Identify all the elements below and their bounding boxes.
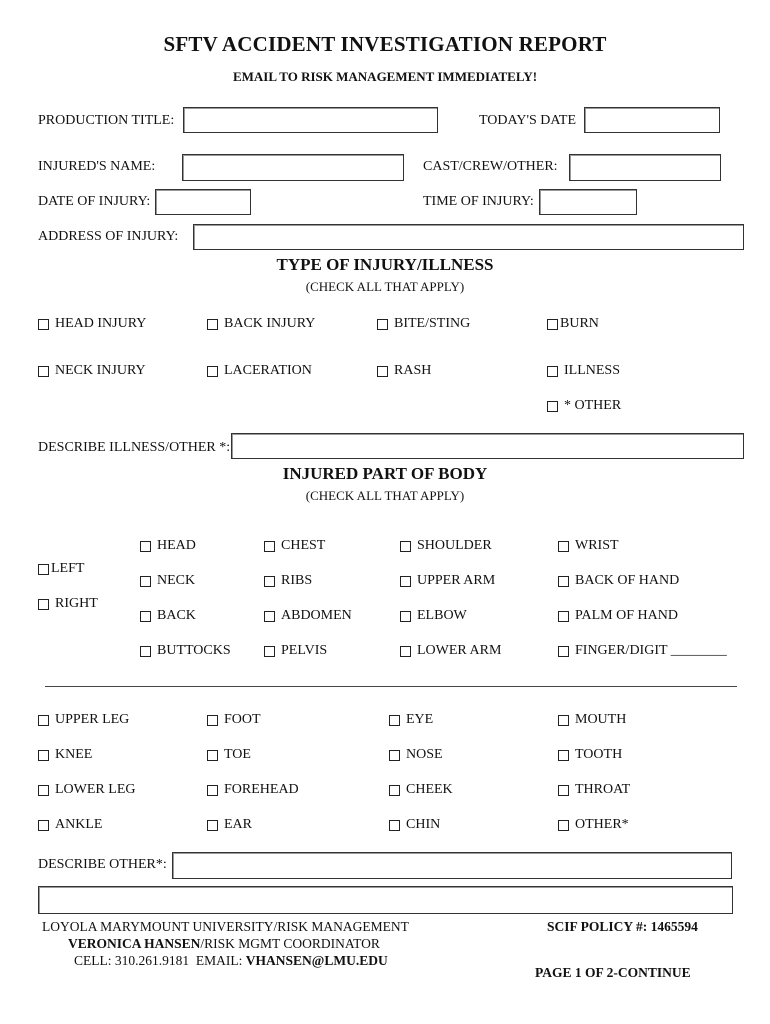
todays-date-label: TODAY'S DATE bbox=[479, 113, 577, 128]
checkbox-other-body[interactable]: OTHER* bbox=[558, 817, 629, 833]
checkbox-eye[interactable]: EYE bbox=[389, 712, 433, 728]
checkbox-chest[interactable]: CHEST bbox=[264, 538, 325, 554]
checkbox-tooth[interactable]: TOOTH bbox=[558, 747, 622, 763]
checkbox-icon bbox=[558, 576, 569, 587]
checkbox-icon bbox=[558, 785, 569, 796]
checkbox-icon bbox=[264, 611, 275, 622]
checkbox-icon bbox=[140, 611, 151, 622]
checkbox-throat[interactable]: THROAT bbox=[558, 782, 630, 798]
injury-type-heading: TYPE OF INJURY/ILLNESS bbox=[276, 255, 494, 274]
checkbox-icon bbox=[558, 750, 569, 761]
checkbox-icon bbox=[207, 715, 218, 726]
section-divider bbox=[45, 686, 737, 687]
checkbox-icon bbox=[207, 319, 218, 330]
injured-name-label: INJURED'S NAME: bbox=[38, 159, 156, 174]
checkbox-icon bbox=[38, 366, 49, 377]
production-title-field[interactable] bbox=[183, 107, 438, 133]
checkbox-back-injury[interactable]: BACK INJURY bbox=[207, 316, 315, 332]
form-subtitle: EMAIL TO RISK MANAGEMENT IMMEDIATELY! bbox=[232, 69, 538, 84]
checkbox-foot[interactable]: FOOT bbox=[207, 712, 261, 728]
checkbox-elbow[interactable]: ELBOW bbox=[400, 608, 467, 624]
checkbox-head-injury[interactable]: HEAD INJURY bbox=[38, 316, 146, 332]
checkbox-abdomen[interactable]: ABDOMEN bbox=[264, 608, 352, 624]
checkbox-bite-sting[interactable]: BITE/STING bbox=[377, 316, 470, 332]
checkbox-finger-digit[interactable]: FINGER/DIGIT ________ bbox=[558, 643, 727, 659]
checkbox-icon bbox=[38, 319, 49, 330]
checkbox-illness[interactable]: ILLNESS bbox=[547, 363, 620, 379]
checkbox-icon bbox=[38, 750, 49, 761]
checkbox-other-injury[interactable]: * OTHER bbox=[547, 398, 621, 414]
checkbox-icon bbox=[547, 319, 558, 330]
injury-type-hint: (CHECK ALL THAT APPLY) bbox=[305, 279, 465, 294]
footer-email-label: EMAIL: bbox=[195, 953, 243, 968]
checkbox-ribs[interactable]: RIBS bbox=[264, 573, 312, 589]
checkbox-palm-of-hand[interactable]: PALM OF HAND bbox=[558, 608, 678, 624]
describe-other-continuation-field[interactable] bbox=[38, 886, 733, 914]
time-of-injury-field[interactable] bbox=[539, 189, 637, 215]
checkbox-icon bbox=[207, 820, 218, 831]
checkbox-back-of-hand[interactable]: BACK OF HAND bbox=[558, 573, 679, 589]
footer-org: LOYOLA MARYMOUNT UNIVERSITY/RISK MANAGEMENT bbox=[42, 919, 409, 934]
checkbox-nose[interactable]: NOSE bbox=[389, 747, 443, 763]
checkbox-mouth[interactable]: MOUTH bbox=[558, 712, 626, 728]
checkbox-lower-leg[interactable]: LOWER LEG bbox=[38, 782, 135, 798]
checkbox-icon bbox=[140, 646, 151, 657]
checkbox-cheek[interactable]: CHEEK bbox=[389, 782, 453, 798]
time-of-injury-label: TIME OF INJURY: bbox=[423, 194, 534, 209]
checkbox-shoulder[interactable]: SHOULDER bbox=[400, 538, 492, 554]
todays-date-field[interactable] bbox=[584, 107, 720, 133]
date-of-injury-label: DATE OF INJURY: bbox=[38, 194, 151, 209]
checkbox-icon bbox=[38, 715, 49, 726]
checkbox-ankle[interactable]: ANKLE bbox=[38, 817, 102, 833]
checkbox-icon bbox=[38, 564, 49, 575]
footer-email: VHANSEN@LMU.EDU bbox=[245, 953, 388, 968]
checkbox-icon bbox=[547, 366, 558, 377]
checkbox-right[interactable]: RIGHT bbox=[38, 596, 98, 612]
checkbox-icon bbox=[558, 820, 569, 831]
describe-illness-label: DESCRIBE ILLNESS/OTHER *: bbox=[38, 440, 231, 455]
checkbox-icon bbox=[389, 820, 400, 831]
address-of-injury-label: ADDRESS OF INJURY: bbox=[38, 229, 179, 244]
footer-policy: SCIF POLICY #: 1465594 bbox=[547, 919, 698, 934]
date-of-injury-field[interactable] bbox=[155, 189, 251, 215]
checkbox-ear[interactable]: EAR bbox=[207, 817, 252, 833]
checkbox-neck[interactable]: NECK bbox=[140, 573, 195, 589]
checkbox-forehead[interactable]: FOREHEAD bbox=[207, 782, 299, 798]
checkbox-icon bbox=[389, 750, 400, 761]
footer-cell-email bbox=[74, 953, 388, 969]
checkbox-pelvis[interactable]: PELVIS bbox=[264, 643, 327, 659]
footer-contact bbox=[68, 936, 380, 952]
checkbox-icon bbox=[140, 541, 151, 552]
cast-crew-other-label: CAST/CREW/OTHER: bbox=[423, 159, 558, 174]
checkbox-icon bbox=[558, 646, 569, 657]
checkbox-icon bbox=[207, 366, 218, 377]
checkbox-icon bbox=[264, 646, 275, 657]
footer-cell: CELL: 310.261.9181 bbox=[74, 953, 190, 968]
footer-contact-name: VERONICA HANSEN bbox=[68, 936, 201, 951]
checkbox-toe[interactable]: TOE bbox=[207, 747, 251, 763]
checkbox-icon bbox=[400, 611, 411, 622]
checkbox-icon bbox=[389, 715, 400, 726]
checkbox-lower-arm[interactable]: LOWER ARM bbox=[400, 643, 501, 659]
checkbox-icon bbox=[207, 785, 218, 796]
checkbox-back[interactable]: BACK bbox=[140, 608, 196, 624]
checkbox-wrist[interactable]: WRIST bbox=[558, 538, 619, 554]
checkbox-burn[interactable]: BURN bbox=[547, 316, 599, 332]
checkbox-left[interactable]: LEFT bbox=[38, 561, 84, 577]
describe-illness-field[interactable] bbox=[231, 433, 744, 459]
checkbox-icon bbox=[400, 541, 411, 552]
address-of-injury-field[interactable] bbox=[193, 224, 744, 250]
cast-crew-other-field[interactable] bbox=[569, 154, 721, 181]
checkbox-icon bbox=[140, 576, 151, 587]
footer-page: PAGE 1 OF 2-CONTINUE bbox=[535, 965, 691, 980]
checkbox-icon bbox=[207, 750, 218, 761]
form-title: SFTV ACCIDENT INVESTIGATION REPORT bbox=[163, 32, 607, 56]
checkbox-icon bbox=[400, 646, 411, 657]
checkbox-icon bbox=[558, 541, 569, 552]
checkbox-icon bbox=[377, 319, 388, 330]
checkbox-icon bbox=[558, 611, 569, 622]
checkbox-icon bbox=[38, 820, 49, 831]
production-title-label: PRODUCTION TITLE: bbox=[38, 113, 175, 128]
body-part-hint: (CHECK ALL THAT APPLY) bbox=[305, 488, 465, 503]
checkbox-icon bbox=[38, 785, 49, 796]
describe-other-field[interactable] bbox=[172, 852, 732, 879]
checkbox-laceration[interactable]: LACERATION bbox=[207, 363, 312, 379]
checkbox-icon bbox=[389, 785, 400, 796]
body-part-heading: INJURED PART OF BODY bbox=[282, 464, 488, 483]
checkbox-chin[interactable]: CHIN bbox=[389, 817, 440, 833]
checkbox-rash[interactable]: RASH bbox=[377, 363, 431, 379]
checkbox-icon bbox=[38, 599, 49, 610]
describe-other-label: DESCRIBE OTHER*: bbox=[38, 857, 167, 872]
checkbox-icon bbox=[400, 576, 411, 587]
checkbox-icon bbox=[558, 715, 569, 726]
checkbox-upper-leg[interactable]: UPPER LEG bbox=[38, 712, 129, 728]
checkbox-icon bbox=[264, 576, 275, 587]
checkbox-knee[interactable]: KNEE bbox=[38, 747, 92, 763]
injured-name-field[interactable] bbox=[182, 154, 404, 181]
checkbox-buttocks[interactable]: BUTTOCKS bbox=[140, 643, 231, 659]
checkbox-upper-arm[interactable]: UPPER ARM bbox=[400, 573, 495, 589]
footer-contact-role: /RISK MGMT COORDINATOR bbox=[200, 936, 380, 951]
checkbox-head[interactable]: HEAD bbox=[140, 538, 196, 554]
checkbox-neck-injury[interactable]: NECK INJURY bbox=[38, 363, 146, 379]
checkbox-icon bbox=[547, 401, 558, 412]
checkbox-icon bbox=[264, 541, 275, 552]
checkbox-icon bbox=[377, 366, 388, 377]
